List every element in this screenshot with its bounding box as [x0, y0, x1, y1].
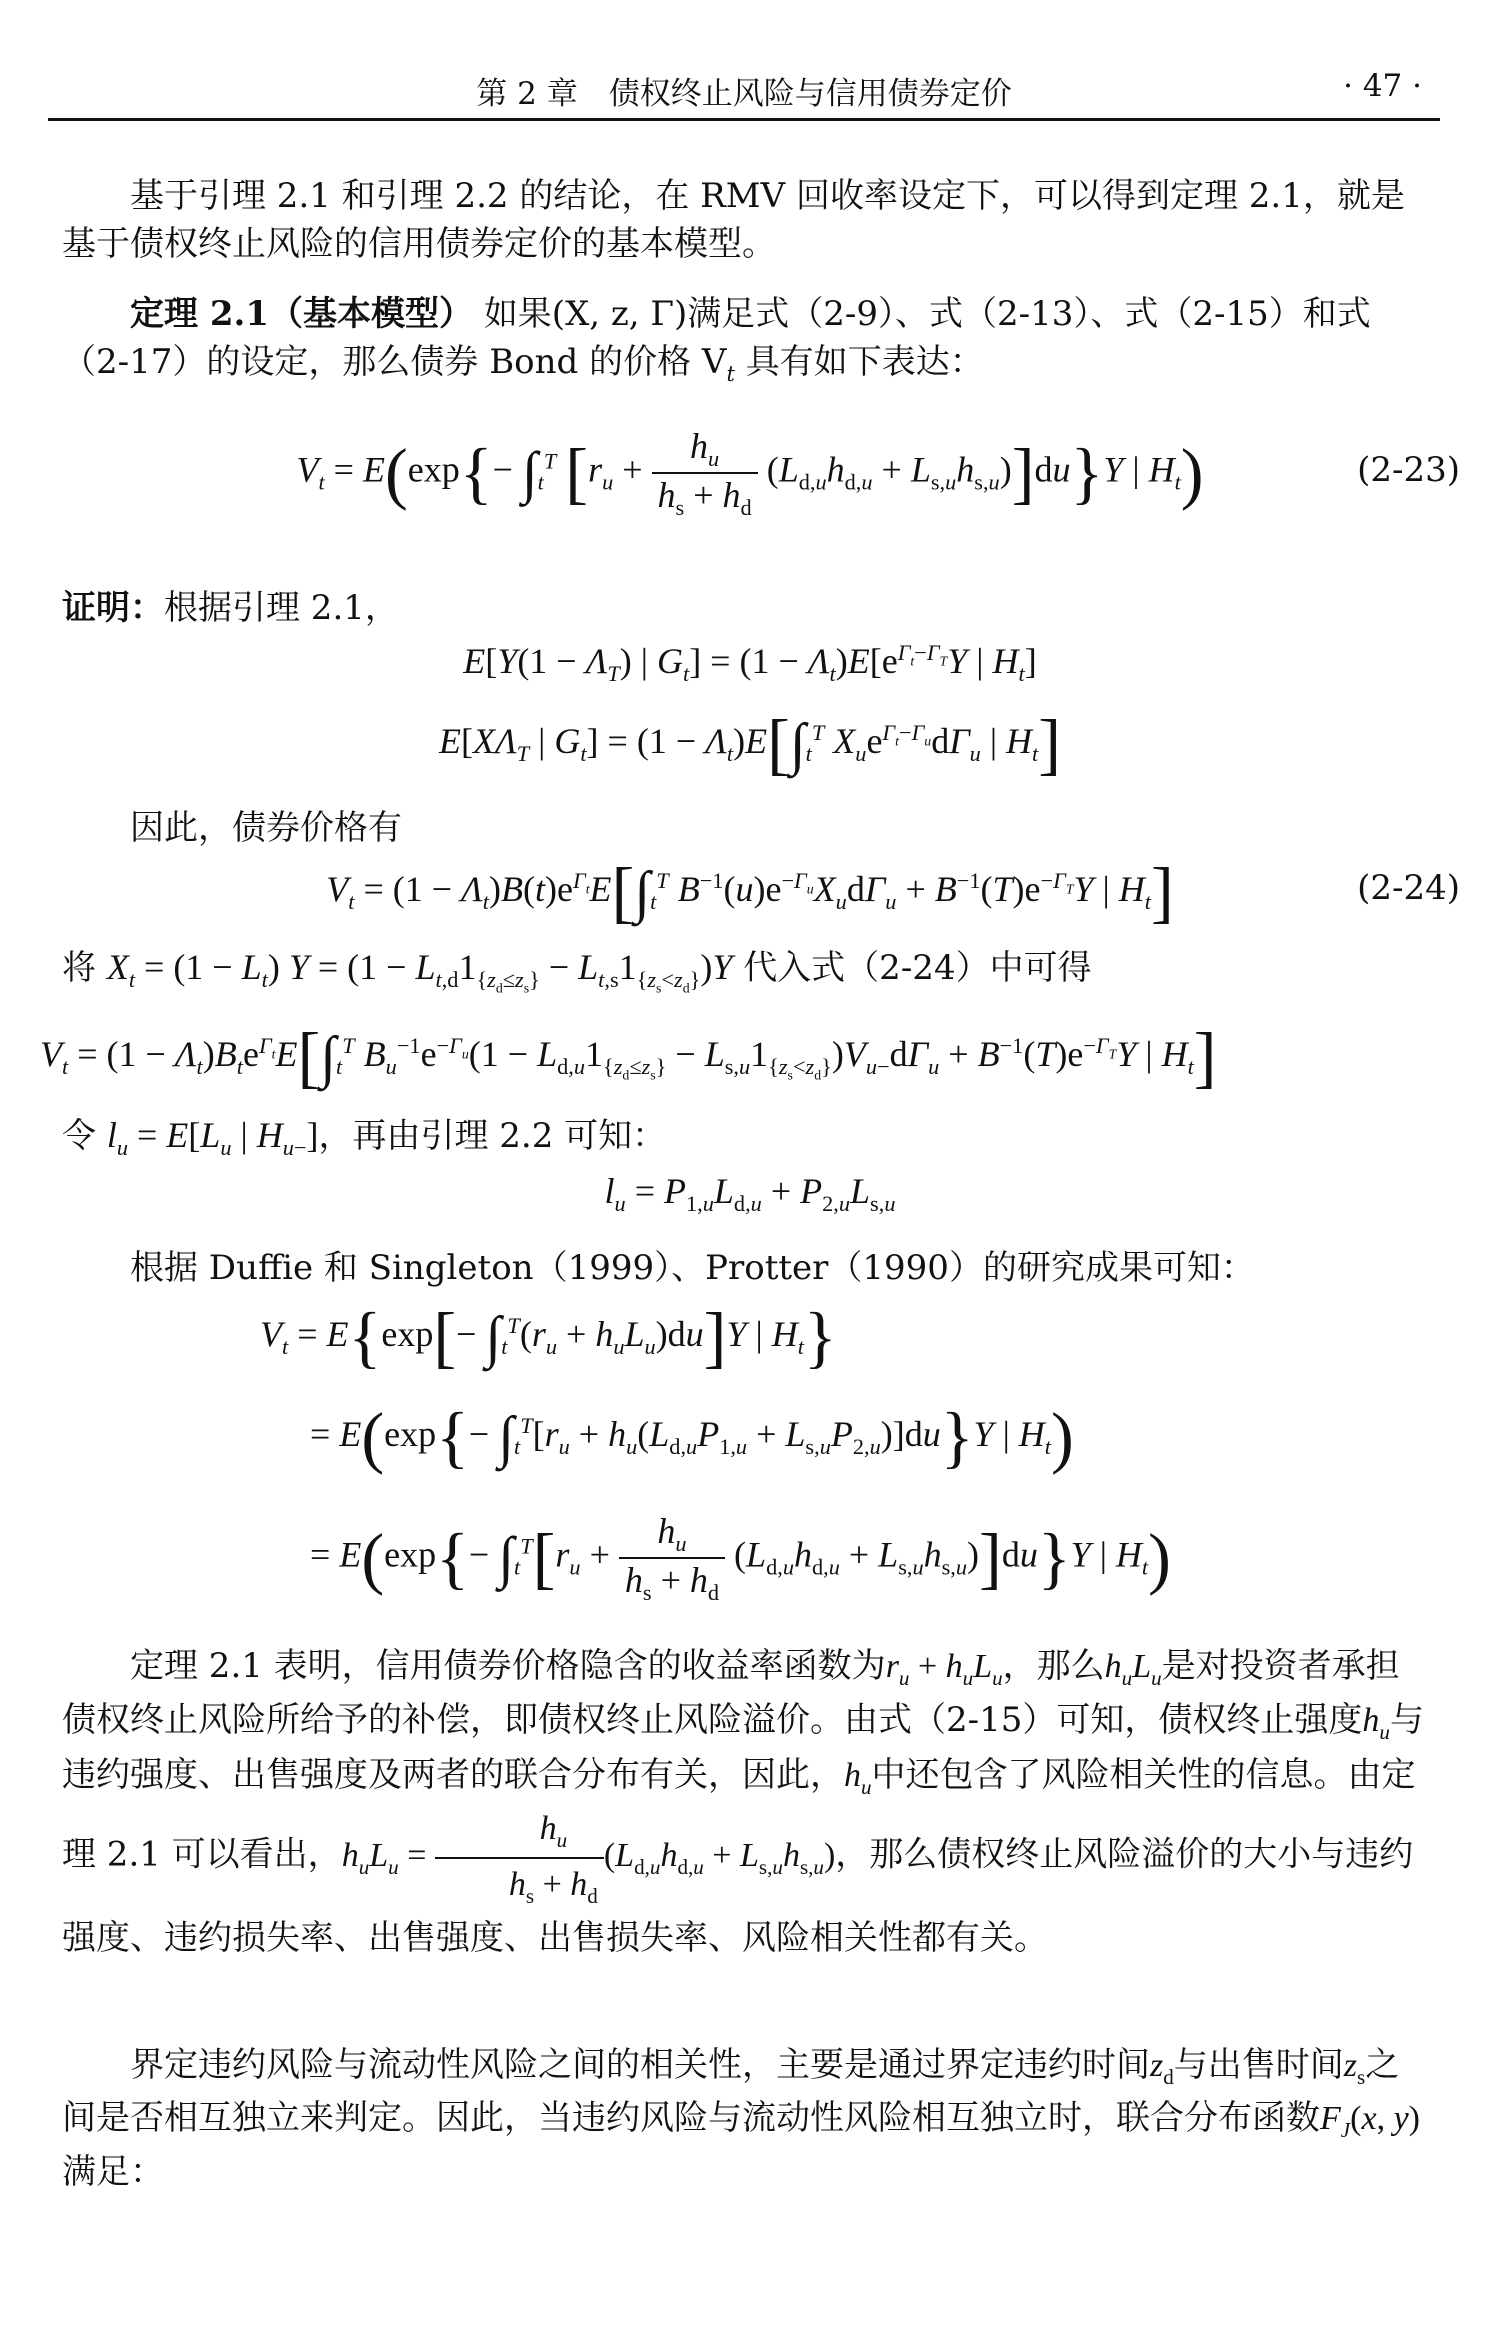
duffie-line [62, 1240, 1430, 1289]
let-prefix: 令 [62, 1116, 96, 1156]
last-text-4: 满足： [62, 2151, 164, 2192]
equation-lu: $l_u = P_{1,u}L_{d,u} + P_{2,u}L_{s,u}$ [604, 1171, 896, 1217]
equation-final-3: = $E(\exp\{- \int_t^T[r_u$ + $\frac{h_u}{h_s + h_d}$ $(L_{d,u}h_{d,u} + L_{s,u}h_{s,u})]du\}Y$ | $H_t$) [310, 1511, 1171, 1606]
result-text-2: ，那么 [1002, 1646, 1105, 1686]
paragraph-intro [62, 172, 1430, 269]
intro-text: 基于引理 2.1 和引理 2.2 的结论，在 RMV 回收率设定下，可以得到定理 2.1，就是基于债权终止风险的信用债券定价的基本模型。 [62, 176, 1405, 265]
result-text-3: 是对投资者承担债权终止风险所给予的补偿，即债权终止风险溢价。由式（2-15）可知，债权终止强度 [62, 1646, 1400, 1741]
substitute-suffix: 代入式（2-24）中可得 [743, 948, 1092, 988]
result-text-5: 中还包含了风险相关性的信息。由定理 2.1 可以看出， [62, 1754, 1416, 1875]
proof-label: 证明： [62, 588, 164, 628]
equation-2-23: $V_t = E(\exp\{- \int_t^T$ [$r_u$ + $\frac{h_u}{h_s + h_d}$ $(L_{d,u}h_{d,u} + L_{s,u}h_{s,u})]du\}Y$ | $H_t$) [296, 426, 1204, 521]
result-text-4: 与违约强度、出售强度及两者的联合分布有关，因此， [62, 1700, 1424, 1795]
paragraph-independence: 界定违约风险与流动性风险之间的相关性，主要是通过界定违约时间$z_d$与出售时间$z_s$之间是否相互独立来判定。因此，当违约风险与流动性风险相互独立时，联合分布函数$F_J(x$, y)满足： [62, 2045, 1420, 2192]
duffie-text: 根据 Duffie 和 Singleton（1999）、Protter（1990）的研究成果可知： [130, 1248, 1255, 1288]
let-line: 令 $l_u = E[L_u$ | $H_{u-}$]，再由引理 2.2 可知： [62, 1115, 667, 1161]
proof-text: 根据引理 2.1， [164, 588, 399, 628]
equation-substituted: $V_t = (1 - \Lambda_t)B_te^{\Gamma_t}E[\int_t^T$ $B_u^{-1}e^{-\Gamma_u}(1 - L_{d,u}1_{\{z_d\le z_s\}} - L_{s,u}1_{\{z_s<z_d\}})V_{u-}d\Gamma_u + B^{-1}(T)e^{-\Gamma_T}Y$ | $H_t$] [40, 1019, 1217, 1096]
equation-2-24: $V_t = (1 - \Lambda_t)B(t)e^{\Gamma_t}E[\int_t^T$ $B^{-1}(u)e^{-\Gamma_u}X_ud\Gamma_u + B^{-1}(T)e^{-\Gamma_T}Y$ | $H_t$] [326, 854, 1174, 931]
equation-proof-1: $E[Y(1 - \Lambda_T)$ | $G_t] = (1 - \Lambda_t)E[e^{\Gamma_t-\Gamma_T}Y$ | $H_t$] [463, 640, 1037, 687]
equation-proof-2: $E[X\Lambda_T$ | $G_t] = (1 - \Lambda_t)E[\int_t^T$ $X_ue^{\Gamma_t-\Gamma_u}d\Gamma_u$ | $H_t$] [438, 706, 1062, 783]
result-text-1: 定理 2.1 表明，信用债券价格隐含的收益率函数为 [130, 1646, 886, 1686]
paragraph-result: 定理 2.1 表明，信用债券价格隐含的收益率函数为$r_u + h_uL_u$，那么$h_uL_u$是对投资者承担债权终止风险所给予的补偿，即债权终止风险溢价。由式（2-15）可知，债权终止强度$h_u$与违约强度、出售强度及两者的联合分布有关，因此，$h_u$中还包含了风险相关性的信息。由定理 2.1 可以看出，$h_uL_u$ = $\frac{h_u}{h_s + h_d}$ $(L_{d,u}h_{d,u} + L_{s,u}h_{s,u})$，那么债权终止风险溢价的大小与违约强度、违约损失率、出售强度、出售损失率、风险相关性都有关。 [62, 1646, 1424, 1959]
page-header [48, 60, 1440, 121]
theorem-label: 定理 2.1（基本模型） [130, 294, 473, 334]
eq-number-2-24: (2-24) [1357, 868, 1460, 908]
equation-final-1: $V_t = E\{\exp[- \int_t^T(r_u + h_uL_u)du]Y$ | $H_t$} [260, 1299, 837, 1376]
last-text-3: 之间是否相互独立来判定。因此，当违约风险与流动性风险相互独立时，联合分布函数 [62, 2045, 1400, 2139]
proof-line [62, 580, 1430, 629]
therefore-line [62, 800, 1430, 849]
eq-number-2-23: (2-23) [1357, 450, 1460, 490]
let-suffix: ，再由引理 2.2 可知： [318, 1116, 667, 1156]
therefore-text: 因此，债券价格有 [130, 808, 402, 848]
page-number: · 47 · [1343, 68, 1422, 104]
last-text-1: 界定违约风险与流动性风险之间的相关性，主要是通过界定违约时间 [130, 2045, 1150, 2085]
equation-final-2: = $E(\exp\{- \int_t^T[r_u + h_u(L_{d,u}P_{1,u} + L_{s,u}P_{2,u})]du\}Y$ | $H_t$) [310, 1399, 1074, 1476]
theorem-statement: 定理 2.1（基本模型） 如果(X, z, Γ)满足式（2-9）、式（2-13）、式（2-15）和式（2-17）的设定，那么债券 Bond 的价格 $V_t$ 具有如下表达： [62, 294, 1371, 387]
chapter-title: 第 2 章 债权终止风险与信用债券定价 [476, 76, 1012, 112]
theorem-text: 如果(X, z, Γ)满足式（2-9）、式（2-13）、式（2-15）和式（2-17）的设定，那么债券 Bond 的价格 V [62, 294, 1371, 383]
result-text-6: ，那么债权终止风险溢价的大小与违约强度、违约损失率、出售强度、出售损失率、风险相关性都有关。 [62, 1834, 1414, 1959]
substitute-line: 将 $X_t = (1 - L_t) Y = (1 - L_{t,d}1_{\{z_d\le z_s\}} - L_{t,s}1_{\{z_s<z_d\}})Y$ 代入式（2-24）中可得 [62, 947, 1092, 996]
theorem-text-end: 具有如下表达： [745, 342, 984, 383]
last-text-2: 与出售时间 [1173, 2045, 1344, 2085]
substitute-prefix: 将 [62, 948, 96, 988]
